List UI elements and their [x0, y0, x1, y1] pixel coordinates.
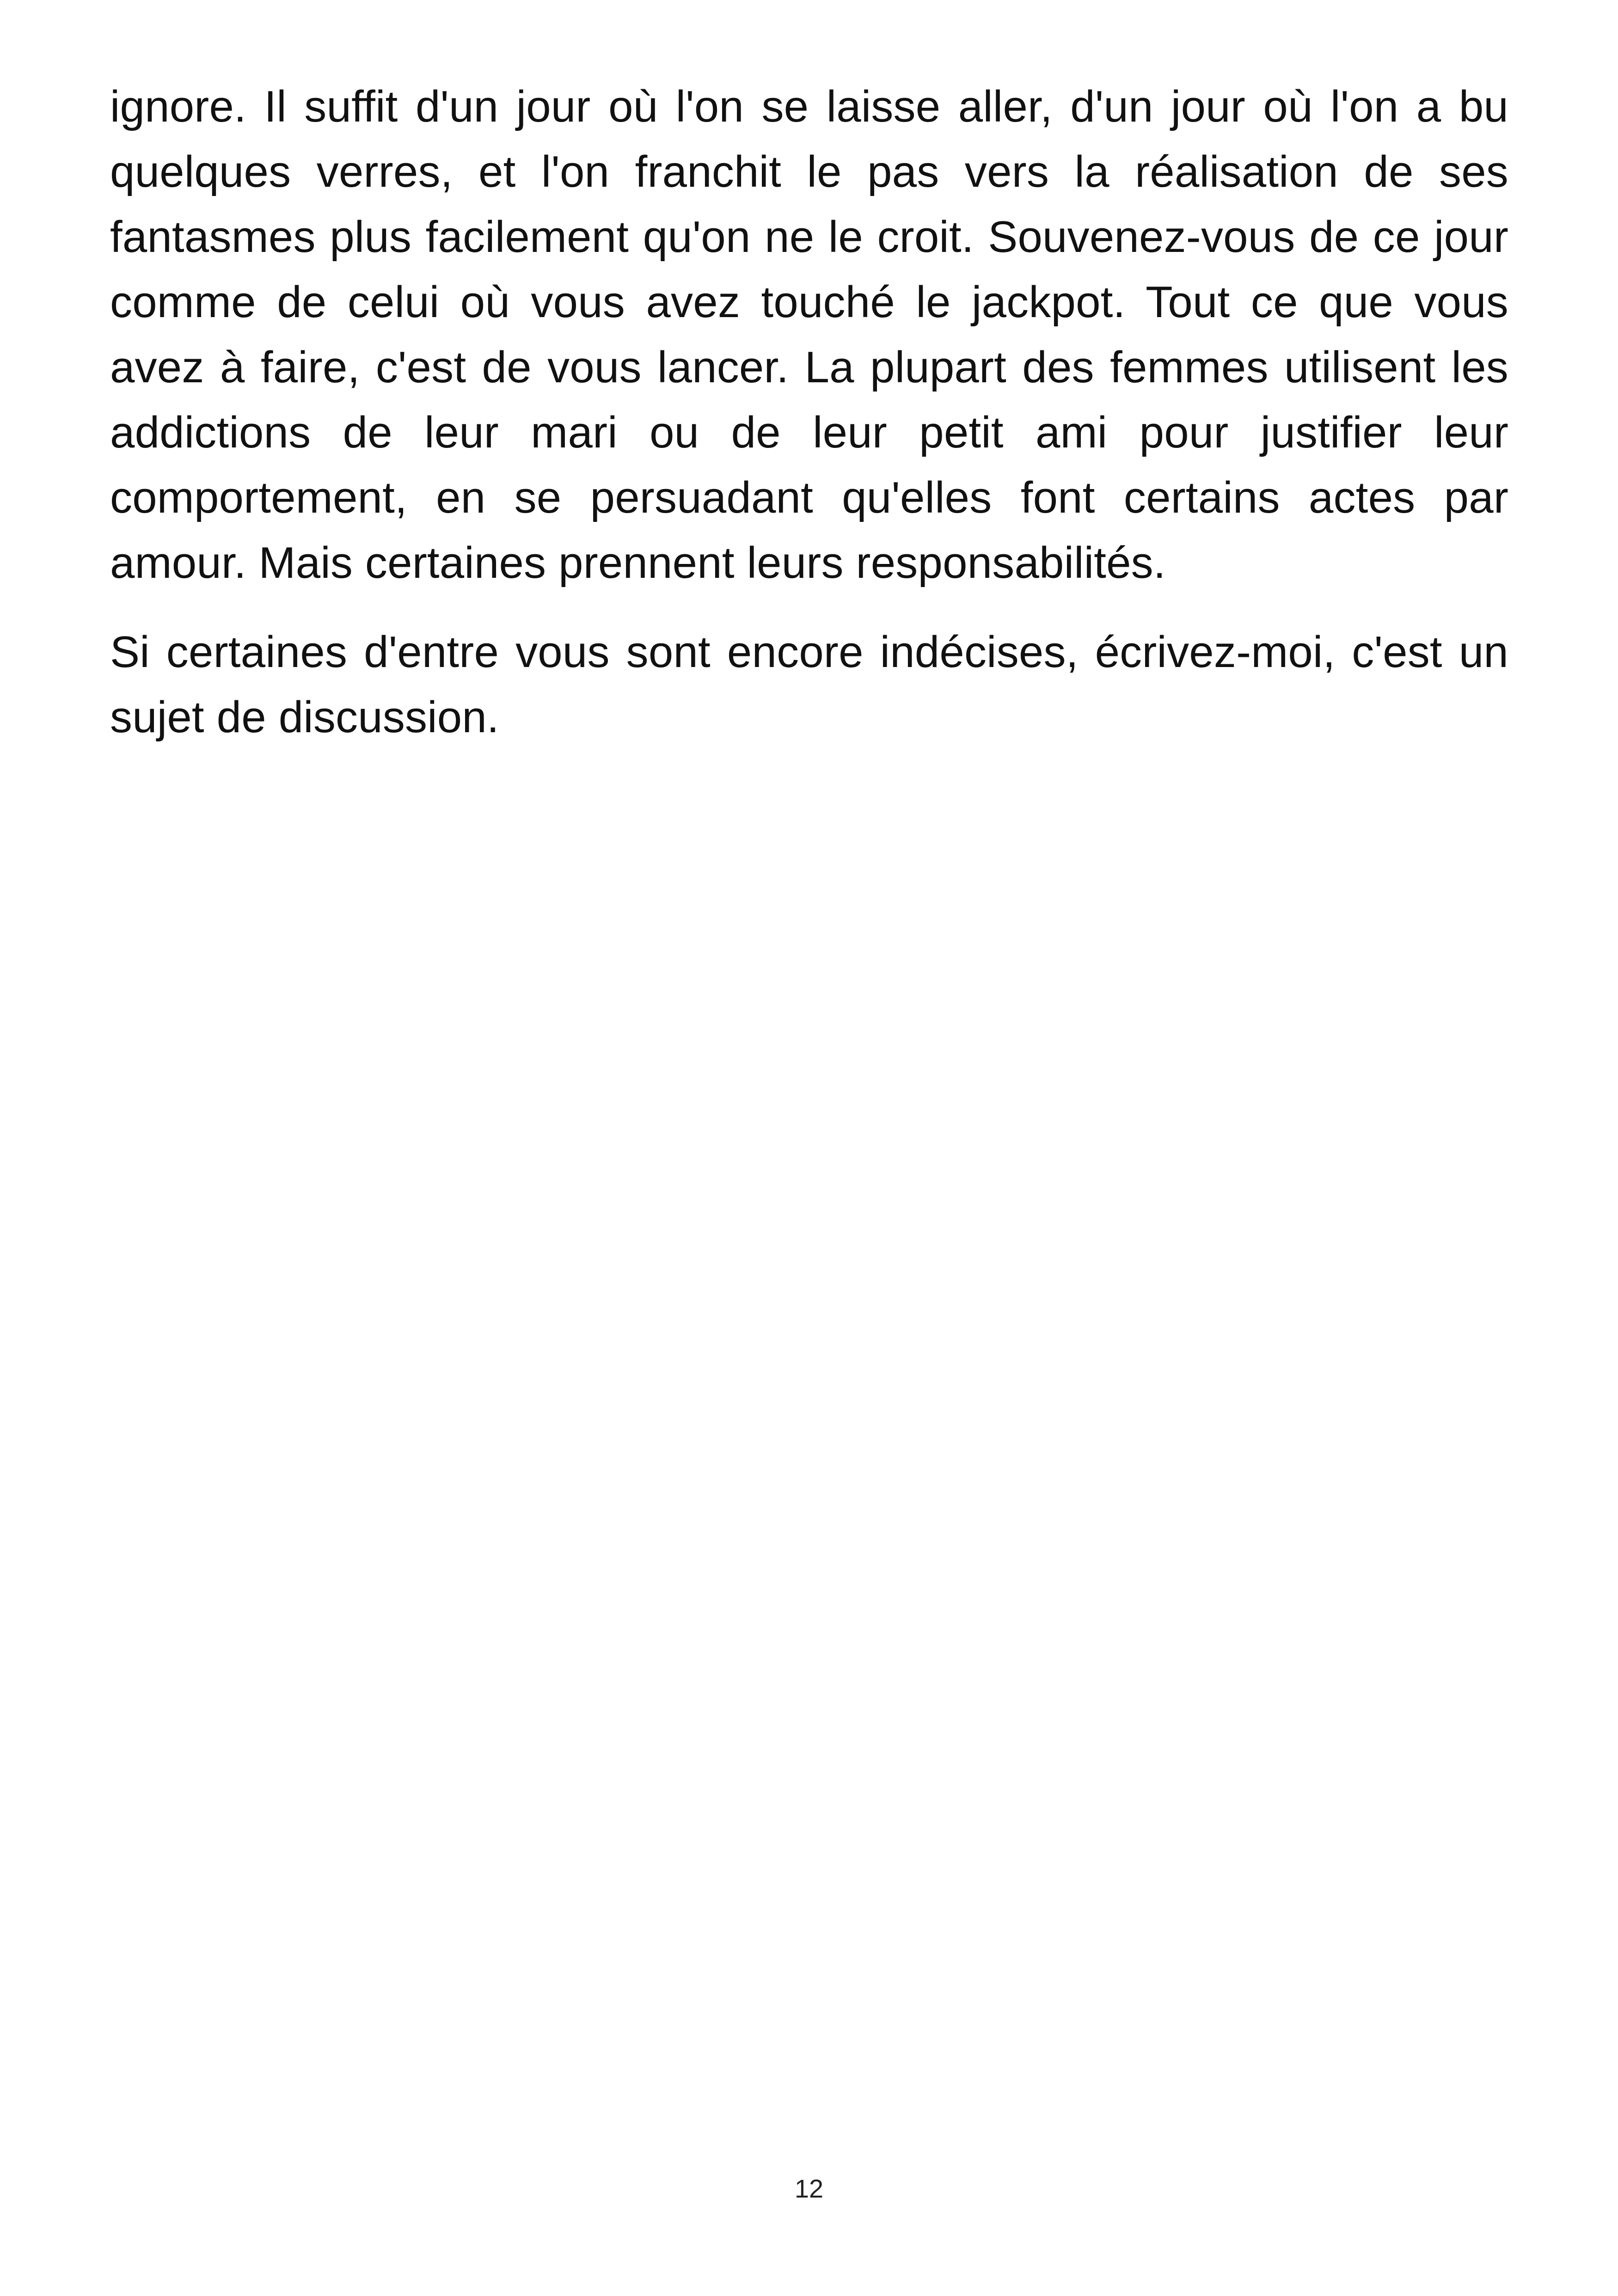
paragraph-1: ignore. Il suffit d'un jour où l'on se laisse aller, d'un jour où l'on a bu quelques verres, et l'on franchit le pas vers la réalisation de ses fantasmes plus facilement qu'on ne le croit. Souvenez-vous de ce jour comme de celui où vous avez touché le jackpot. Tout ce que vous avez à faire, c'est de vous lancer. La plupart des femmes utilisent les addictions de leur mari ou de leur petit ami pour justifier leur comportement, en se persuadant qu'elles font certains actes par amour. Mais certaines prennent leurs responsabilités. — [110, 82, 1508, 588]
page-body — [110, 74, 1508, 750]
paragraph-2: Si certaines d'entre vous sont encore indécises, écrivez-moi, c'est un sujet de discussion. — [110, 627, 1508, 742]
page-number: 12 — [794, 2174, 824, 2203]
